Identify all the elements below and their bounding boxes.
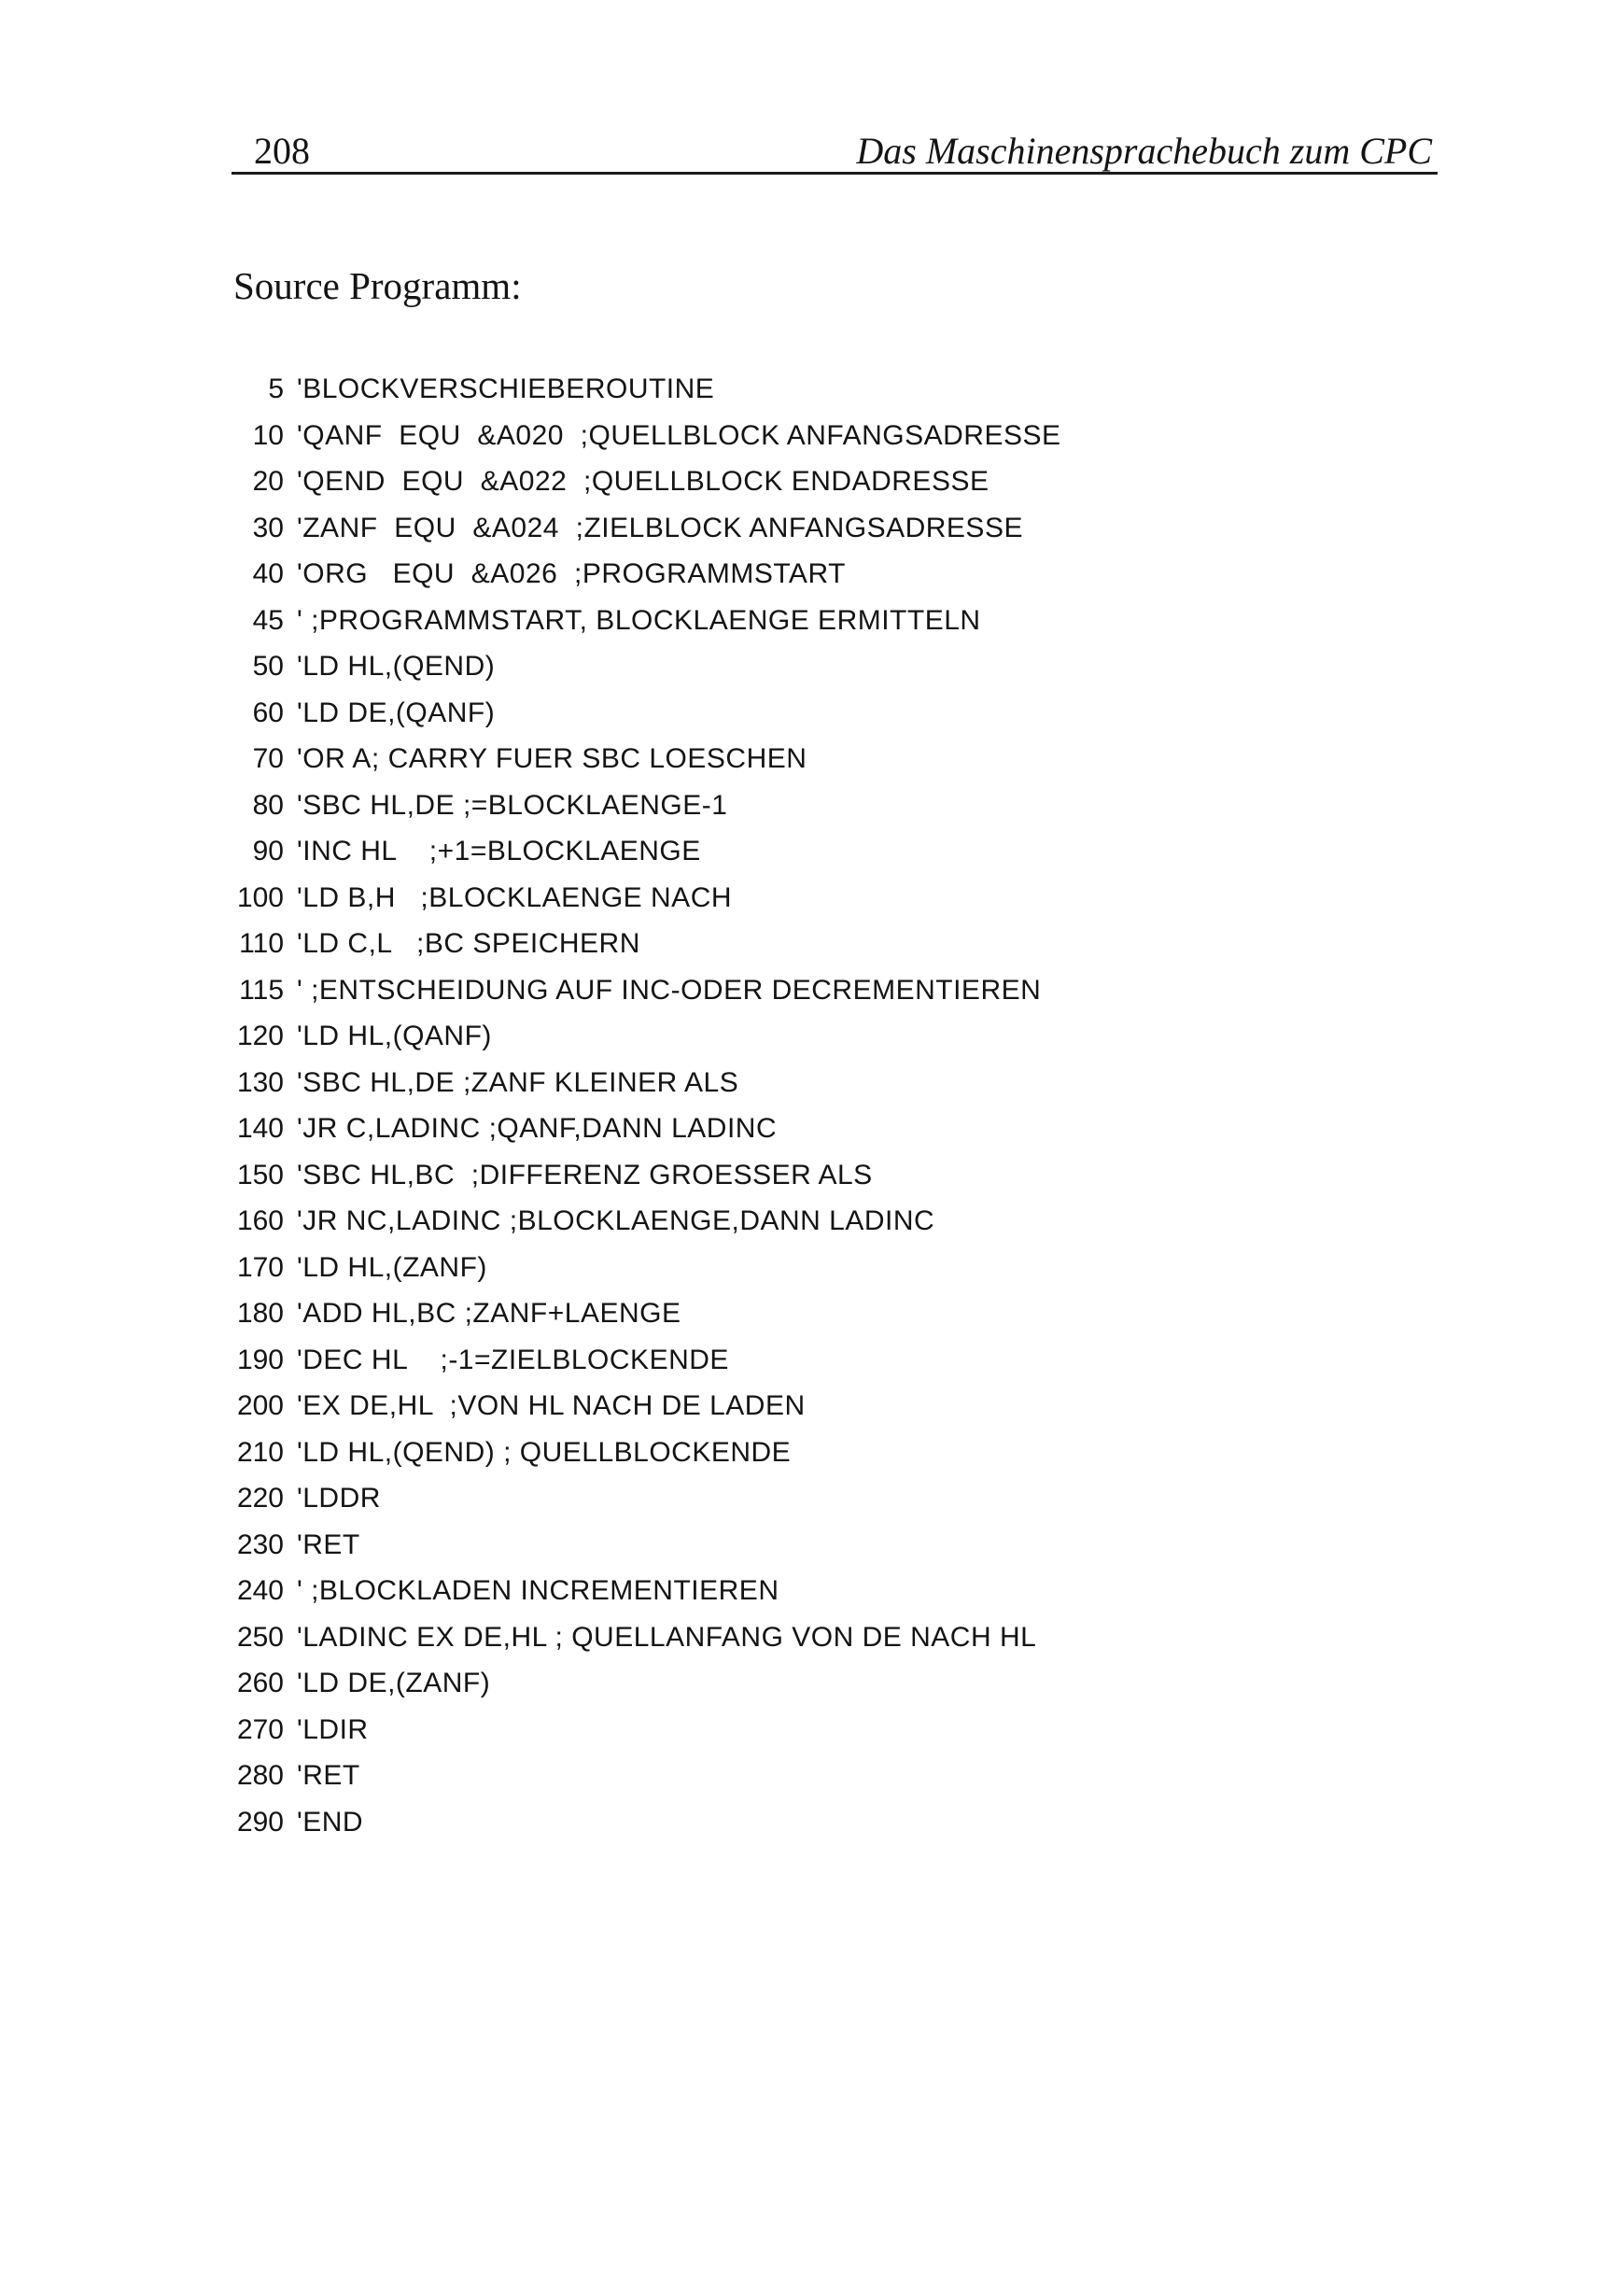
line-number: 210 [236,1436,284,1468]
code-line [228,1152,1061,1199]
line-number: 290 [236,1806,284,1838]
line-number: 170 [236,1251,284,1283]
code-line [228,828,1061,875]
line-text: 'SBC HL,BC ;DIFFERENZ GROESSER ALS [297,1159,873,1190]
code-line [228,875,1061,922]
line-text: 'LDDR [297,1483,381,1514]
line-number: 150 [236,1159,284,1190]
code-line [228,1337,1061,1384]
line-text: 'ORG EQU &A026 ;PROGRAMMSTART [297,558,846,589]
line-text: 'LD HL,(ZANF) [297,1251,487,1283]
code-line [228,1660,1061,1707]
page-header [232,125,1438,175]
line-text: 'RET [297,1760,360,1791]
line-number: 50 [252,651,284,682]
line-number: 100 [236,881,284,913]
line-text: 'BLOCKVERSCHIEBEROUTINE [297,373,715,404]
code-line [228,1614,1061,1661]
line-text: 'SBC HL,DE ;=BLOCKLAENGE-1 [297,789,728,821]
line-text: 'LD DE,(QANF) [297,697,496,728]
line-number: 120 [236,1021,284,1051]
line-text: ' ;PROGRAMMSTART, BLOCKLAENGE ERMITTELN [297,604,981,636]
line-text: 'JR NC,LADINC ;BLOCKLAENGE,DANN LADINC [297,1205,935,1236]
code-listing [228,366,1061,1845]
code-line [228,413,1061,459]
line-number: 190 [236,1344,284,1375]
code-line [228,1430,1061,1476]
code-line [228,1522,1061,1569]
line-text: 'INC HL ;+1=BLOCKLAENGE [297,836,701,866]
line-text: 'LADINC EX DE,HL ; QUELLANFANG VON DE NACH HL [297,1621,1037,1653]
code-line [228,1290,1061,1337]
code-line [228,1707,1061,1754]
line-number: 90 [252,836,284,866]
line-number: 80 [252,789,284,821]
line-text: 'EX DE,HL ;VON HL NACH DE LADEN [297,1390,806,1421]
line-text: 'RET [297,1528,360,1560]
code-line [228,643,1061,690]
running-title: Das Maschinensprachebuch zum CPC [856,130,1432,172]
line-number: 200 [236,1390,284,1421]
line-text: 'QANF EQU &A020 ;QUELLBLOCK ANFANGSADRESSE [297,419,1061,451]
line-number: 280 [236,1760,284,1791]
section-heading: Source Programm: [233,264,522,307]
code-line [228,1383,1061,1430]
code-line [228,1198,1061,1245]
line-number: 40 [252,558,284,589]
code-line [228,1013,1061,1060]
line-number: 70 [252,743,284,774]
line-number: 220 [236,1483,284,1514]
line-number: 260 [236,1668,284,1698]
line-text: 'ZANF EQU &A024 ;ZIELBLOCK ANFANGSADRESSE [297,512,1023,543]
line-number: 230 [236,1528,284,1560]
code-line [228,1106,1061,1152]
code-line [228,782,1061,829]
code-line [228,1245,1061,1291]
code-line [228,1060,1061,1106]
line-text: ' ;ENTSCHEIDUNG AUF INC-ODER DECREMENTIEREN [297,974,1042,1006]
line-number: 250 [236,1621,284,1653]
line-number: 10 [252,419,284,451]
line-text: 'LDIR [297,1713,369,1745]
line-text: 'ADD HL,BC ;ZANF+LAENGE [297,1298,681,1329]
code-line [228,921,1061,967]
code-line [228,690,1061,737]
line-text: 'END [297,1806,364,1838]
line-text: 'JR C,LADINC ;QANF,DANN LADINC [297,1113,778,1144]
line-text: ' ;BLOCKLADEN INCREMENTIEREN [297,1575,779,1606]
code-line [228,1568,1061,1614]
code-line [228,551,1061,598]
line-number: 180 [236,1298,284,1329]
line-text: 'QEND EQU &A022 ;QUELLBLOCK ENDADRESSE [297,466,989,497]
page-number: 208 [254,130,310,172]
line-number: 5 [268,373,284,404]
code-line [228,598,1061,644]
line-number: 110 [239,928,284,959]
line-text: 'LD B,H ;BLOCKLAENGE NACH [297,881,733,913]
line-number: 60 [252,697,284,728]
line-number: 240 [236,1575,284,1606]
code-line [228,366,1061,413]
line-text: 'LD HL,(QEND) ; QUELLBLOCKENDE [297,1436,792,1468]
code-line [228,1475,1061,1522]
line-number: 45 [252,604,284,636]
line-text: 'LD HL,(QANF) [297,1021,492,1051]
line-number: 270 [236,1713,284,1745]
code-line [228,736,1061,782]
line-number: 140 [236,1113,284,1144]
code-line [228,1753,1061,1799]
line-text: 'OR A; CARRY FUER SBC LOESCHEN [297,743,807,774]
line-number: 130 [236,1066,284,1098]
code-line [228,967,1061,1014]
line-text: 'DEC HL ;-1=ZIELBLOCKENDE [297,1344,729,1375]
line-text: 'LD C,L ;BC SPEICHERN [297,928,640,959]
line-number: 160 [236,1205,284,1236]
code-line [228,505,1061,552]
line-number: 20 [252,466,284,497]
line-number: 115 [239,974,284,1006]
line-text: 'SBC HL,DE ;ZANF KLEINER ALS [297,1066,739,1098]
line-text: 'LD HL,(QEND) [297,651,496,682]
code-line [228,1799,1061,1846]
code-line [228,458,1061,505]
line-text: 'LD DE,(ZANF) [297,1668,491,1698]
line-number: 30 [252,512,284,543]
